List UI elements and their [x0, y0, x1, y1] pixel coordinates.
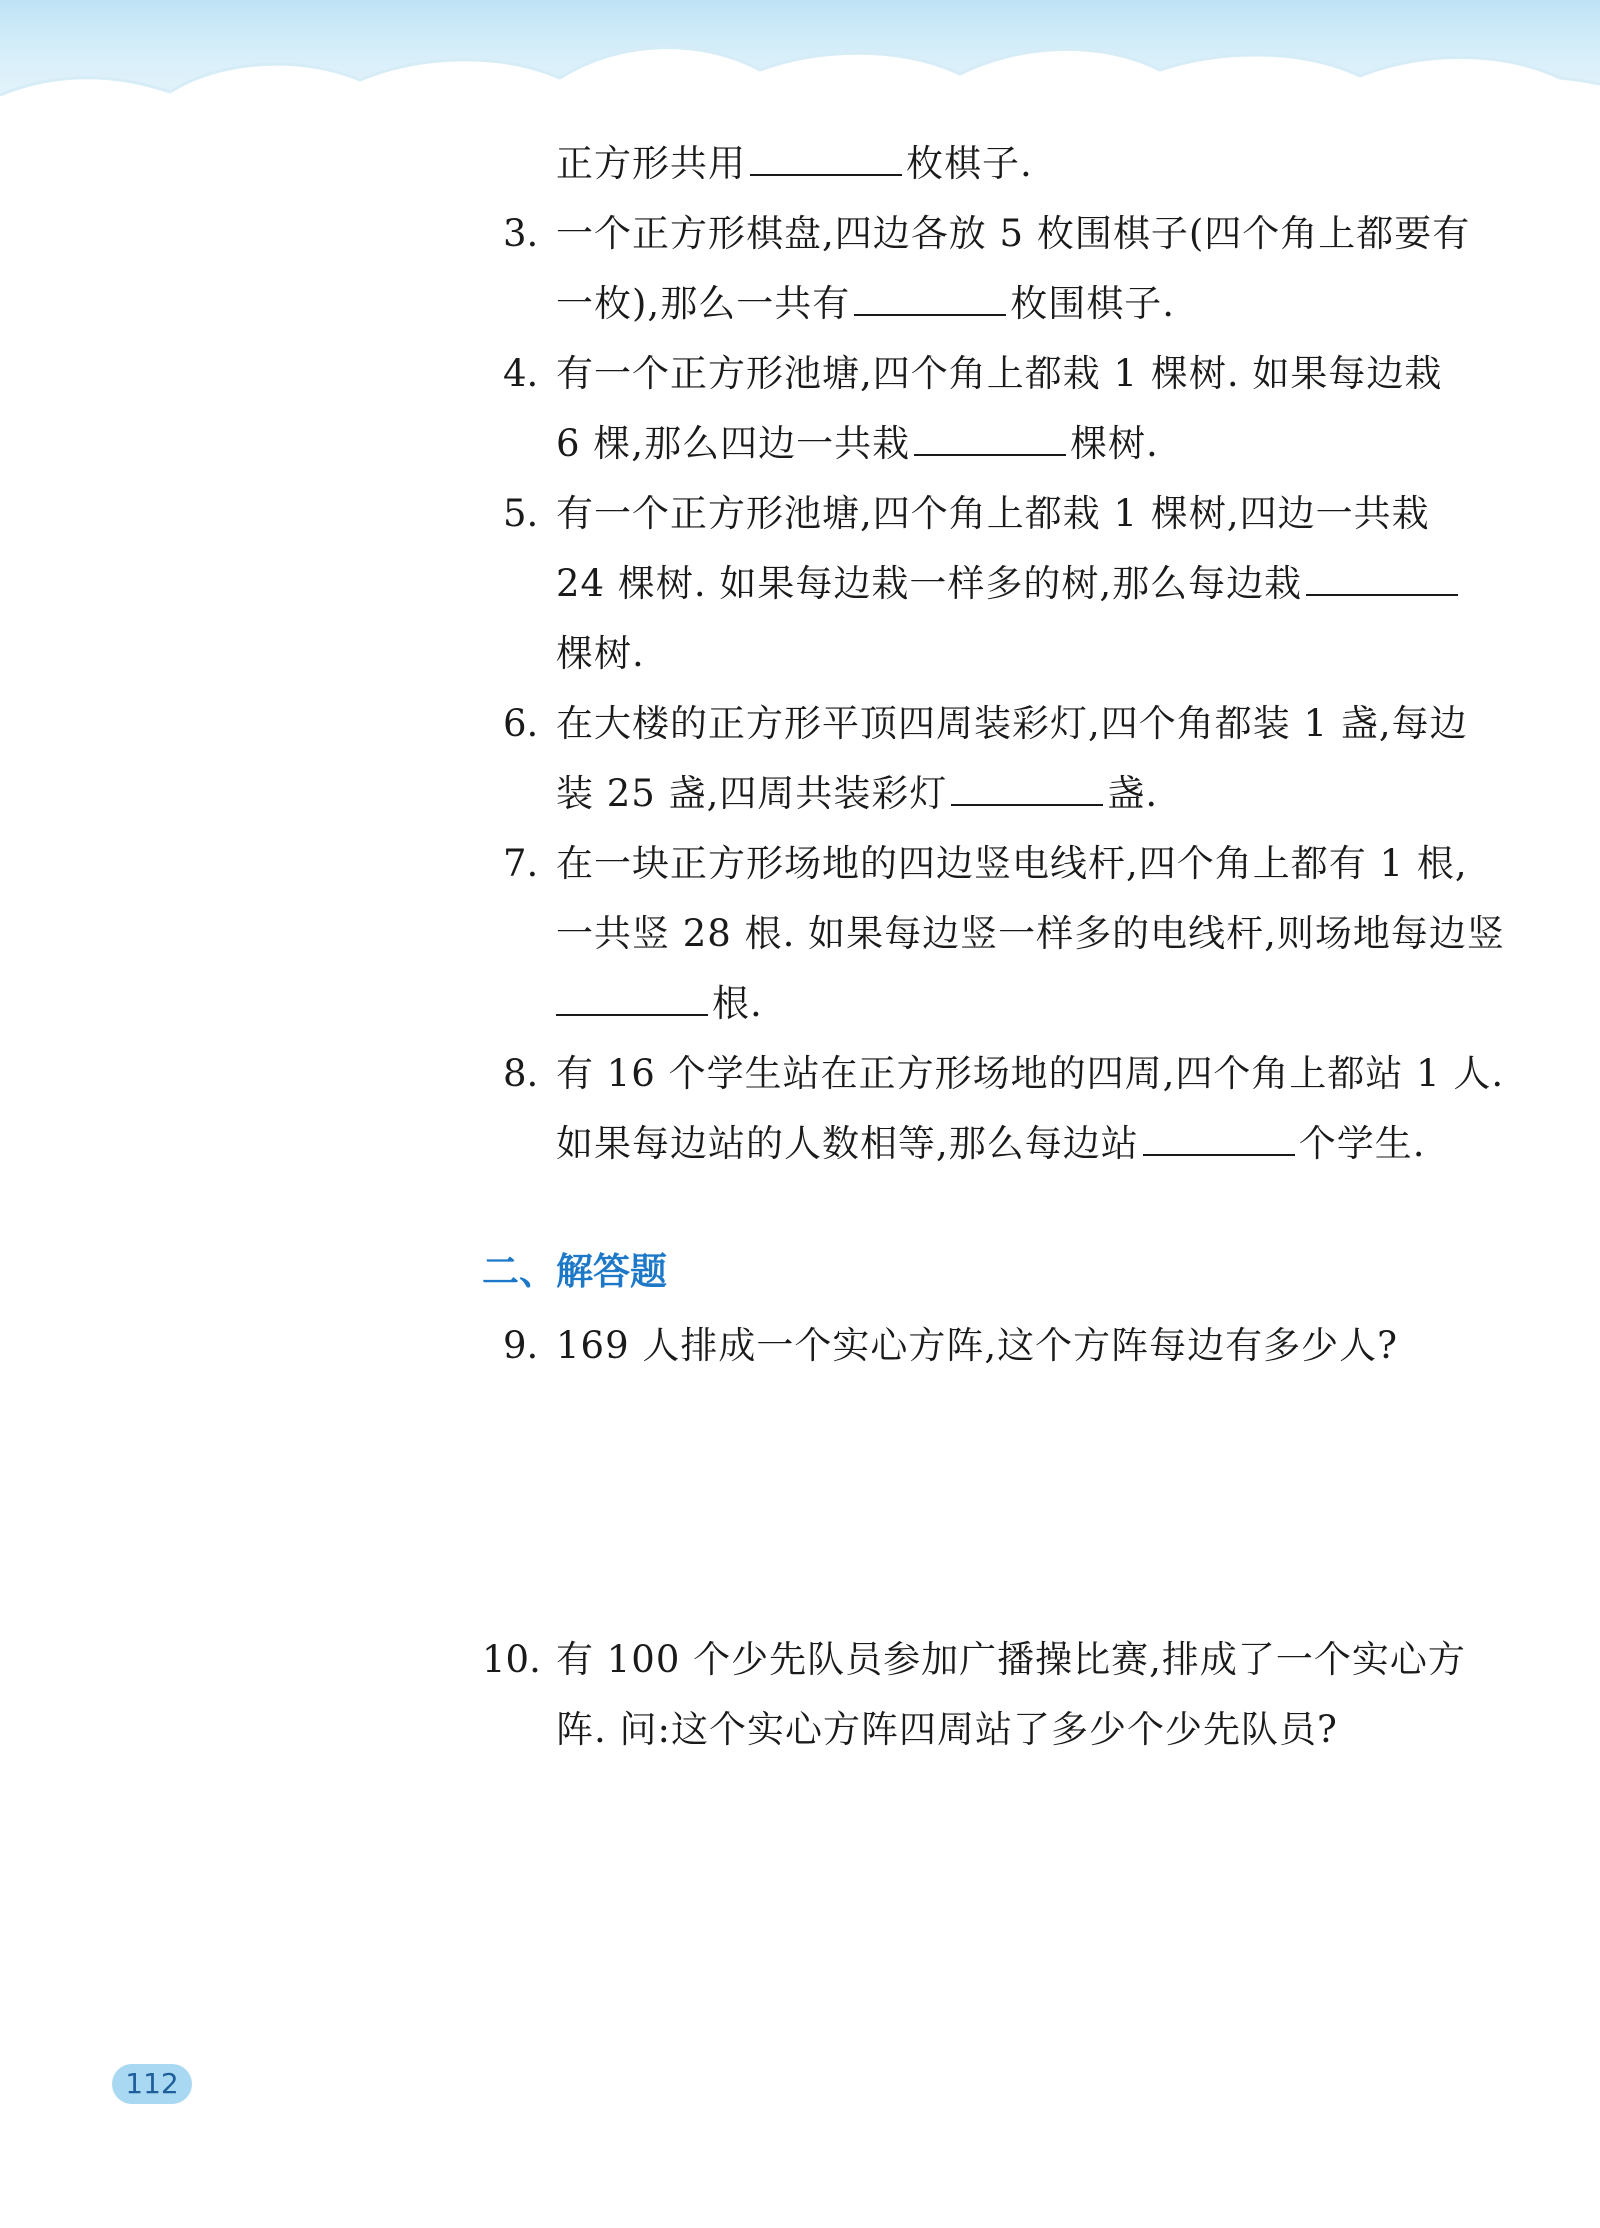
q7-line2: 一共竖 28 根. 如果每边竖一样多的电线杆,则场地每边竖: [556, 912, 1505, 955]
q4-line2: 6 棵,那么四边一共栽 棵树.: [556, 418, 1159, 470]
q8-line2: 如果每边站的人数相等,那么每边站 个学生.: [556, 1118, 1426, 1170]
q8-number: 8.: [503, 1052, 539, 1095]
q9-line1: 169 人排成一个实心方阵,这个方阵每边有多少人?: [556, 1324, 1398, 1367]
q8-line1: 有 16 个学生站在正方形场地的四周,四个角上都站 1 人.: [556, 1052, 1505, 1095]
answer-blank[interactable]: [556, 978, 708, 1016]
q7-line3: 根.: [556, 978, 763, 1030]
q4-number: 4.: [503, 352, 539, 395]
q10-line1: 有 100 个少先队员参加广播操比赛,排成了一个实心方: [556, 1638, 1466, 1681]
answer-blank[interactable]: [750, 138, 902, 176]
q2-tail-line: 正方形共用 枚棋子.: [556, 138, 1033, 190]
answer-blank[interactable]: [951, 768, 1103, 806]
q6-line1: 在大楼的正方形平顶四周装彩灯,四个角都装 1 盏,每边: [556, 702, 1468, 745]
answer-blank[interactable]: [1306, 558, 1458, 596]
cloud-decoration: [0, 0, 1600, 130]
q3-line1: 一个正方形棋盘,四边各放 5 枚围棋子(四个角上都要有: [556, 212, 1471, 255]
q5-line2: 24 棵树. 如果每边栽一样多的树,那么每边栽: [556, 558, 1462, 610]
answer-blank[interactable]: [914, 418, 1066, 456]
q5-number: 5.: [503, 492, 539, 535]
page-number-badge: 112: [112, 2064, 192, 2104]
q4-line1: 有一个正方形池塘,四个角上都栽 1 棵树. 如果每边栽: [556, 352, 1443, 395]
q3-number: 3.: [503, 212, 539, 255]
q5-line3: 棵树.: [556, 632, 645, 675]
q7-line1: 在一块正方形场地的四边竖电线杆,四个角上都有 1 根,: [556, 842, 1468, 885]
q6-number: 6.: [503, 702, 539, 745]
section-title: 二、解答题: [482, 1250, 667, 1293]
q7-number: 7.: [503, 842, 539, 885]
q3-line2: 一枚),那么一共有 枚围棋子.: [556, 278, 1175, 330]
answer-blank[interactable]: [1143, 1118, 1295, 1156]
q10-number: 10.: [482, 1638, 541, 1681]
q5-line1: 有一个正方形池塘,四个角上都栽 1 棵树,四边一共栽: [556, 492, 1430, 535]
q10-line2: 阵. 问:这个实心方阵四周站了多少个少先队员?: [556, 1708, 1338, 1751]
q9-number: 9.: [503, 1324, 539, 1367]
q6-line2: 装 25 盏,四周共装彩灯 盏.: [556, 768, 1158, 820]
answer-blank[interactable]: [854, 278, 1006, 316]
